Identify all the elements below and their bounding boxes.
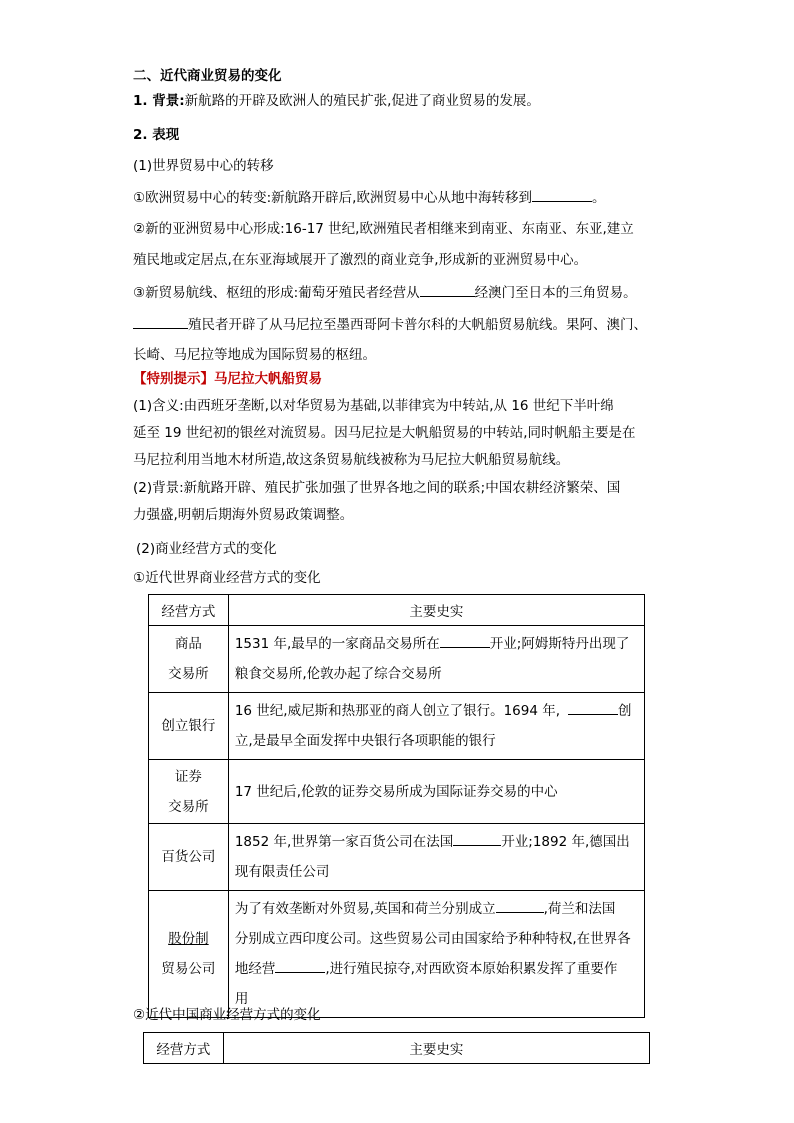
fact-text: 1531 年,最早的一家商品交易所在 [234, 636, 440, 652]
facts-cell [228, 824, 644, 891]
fact-text: 1852 年,世界第一家百货公司在法国 [234, 834, 454, 850]
fact-text: 开业;1892 年,德国出 [501, 834, 630, 850]
paragraph-europe-center [133, 187, 605, 208]
fill-blank[interactable] [133, 314, 188, 329]
method-text: 交易所 [168, 666, 209, 682]
china-business-table [143, 1032, 650, 1064]
subsection1-title: (1)世界贸易中心的转移 [133, 158, 274, 174]
tip-definition-1: (1)含义:由西班牙垄断,以对华贸易为基础,以菲律宾为中转站,从 16 世纪下半叶绵 [133, 398, 614, 414]
method-text: 贸易公司 [161, 961, 216, 977]
fill-blank[interactable] [275, 958, 325, 973]
method-text: 商品 [174, 636, 202, 652]
tip-background-2: 力强盛,明朝后期海外贸易政策调整。 [133, 507, 354, 523]
fill-blank[interactable] [532, 187, 592, 202]
fill-blank[interactable] [453, 831, 501, 846]
table-row [149, 891, 645, 1018]
fact-text: 创 [618, 703, 632, 719]
fill-blank[interactable] [568, 700, 618, 715]
table-row [149, 693, 645, 760]
fact-text: 开业;阿姆斯特丹出现了 [489, 636, 630, 652]
tip-definition-2: 延至 19 世纪初的银丝对流贸易。因马尼拉是大帆船贸易的中转站,同时帆船主要是在 [133, 425, 636, 441]
paragraph-routes-1 [133, 282, 637, 303]
column-header-method: 经营方式 [144, 1033, 224, 1064]
table-row [149, 760, 645, 824]
method-text: 交易所 [168, 798, 209, 815]
fact-text: ,进行殖民掠夺,对西欧资本原始积累发挥了重要作 [325, 961, 618, 977]
p1-end: 。 [591, 190, 606, 206]
tip-background-1: (2)背景:新航路开辟、殖民扩张加强了世界各地之间的联系;中国农耕经济繁荣、国 [133, 480, 621, 496]
facts-cell [228, 626, 644, 693]
special-tip-title: 【特别提示】马尼拉大帆船贸易 [133, 371, 322, 387]
fill-blank[interactable] [420, 282, 475, 297]
section2-title: 2. 表现 [133, 127, 180, 143]
fact-text: 立,是最早全面发挥中央银行各项职能的银行 [234, 733, 496, 749]
fact-text: 为了有效垄断对外贸易,英国和荷兰分别成立 [234, 901, 496, 917]
fact-text: ,荷兰和法国 [543, 901, 616, 917]
background-text: 新航路的开辟及欧洲人的殖民扩张,促进了商业贸易的发展。 [184, 93, 540, 109]
p3-line2-text: 殖民者开辟了从马尼拉至墨西哥阿卡普尔科的大帆船贸易航线。果阿、澳门、 [188, 317, 647, 333]
fill-blank[interactable] [496, 898, 544, 913]
fill-blank[interactable] [440, 633, 490, 648]
world-business-table [148, 594, 645, 1018]
paragraph-asia-center-2: 殖民地或定居点,在东亚海域展开了激烈的商业竞争,形成新的亚洲贸易中心。 [133, 252, 588, 268]
table-row [149, 824, 645, 891]
table-header-row [149, 595, 645, 626]
facts-cell [228, 891, 644, 1018]
method-cell: 百货公司 [149, 824, 229, 891]
p1-text: ①欧洲贸易中心的转变:新航路开辟后,欧洲贸易中心从地中海转移到 [133, 190, 532, 206]
fact-text: 用 [234, 991, 249, 1007]
method-text: 股份制 [168, 931, 209, 947]
fact-text: 地经营 [234, 961, 276, 977]
fact-text: 现有限责任公司 [234, 864, 330, 880]
fact-text: 粮食交易所,伦敦办起了综合交易所 [234, 666, 442, 682]
subsection2-title: (2)商业经营方式的变化 [136, 541, 277, 557]
method-cell [149, 891, 229, 1018]
method-text: 证券 [174, 768, 202, 785]
paragraph-asia-center-1: ②新的亚洲贸易中心形成:16-17 世纪,欧洲殖民者相继来到南亚、东南亚、东亚,建立 [133, 221, 634, 237]
column-header-method: 经营方式 [149, 595, 229, 626]
p3-text: ③新贸易航线、枢纽的形成:葡萄牙殖民者经营从 [133, 285, 420, 301]
fact-text: 分别成立西印度公司。这些贸易公司由国家给予种种特权,在世界各 [234, 931, 631, 947]
method-cell: 创立银行 [149, 693, 229, 760]
method-cell [149, 626, 229, 693]
china-table-title: ②近代中国商业经营方式的变化 [133, 1007, 321, 1023]
facts-cell [228, 693, 644, 760]
table-row [149, 626, 645, 693]
method-cell [149, 760, 229, 824]
section-heading: 二、近代商业贸易的变化 [133, 68, 282, 84]
fact-text: 16 世纪,威尼斯和热那亚的商人创立了银行。1694 年, [234, 703, 561, 719]
column-header-facts: 主要史实 [223, 1033, 649, 1064]
background-paragraph [133, 91, 540, 111]
world-table-title: ①近代世界商业经营方式的变化 [133, 570, 321, 586]
tip-definition-3: 马尼拉利用当地木材所造,故这条贸易航线被称为马尼拉大帆船贸易航线。 [133, 452, 570, 468]
p3-text-after: 经澳门至日本的三角贸易。 [474, 285, 637, 301]
background-label: 1. 背景: [133, 93, 185, 109]
paragraph-routes-3: 长崎、马尼拉等地成为国际贸易的枢纽。 [133, 347, 376, 363]
column-header-facts: 主要史实 [228, 595, 644, 626]
table-header-row [144, 1033, 650, 1064]
facts-cell: 17 世纪后,伦敦的证券交易所成为国际证券交易的中心 [228, 760, 644, 824]
paragraph-routes-2 [133, 314, 647, 335]
